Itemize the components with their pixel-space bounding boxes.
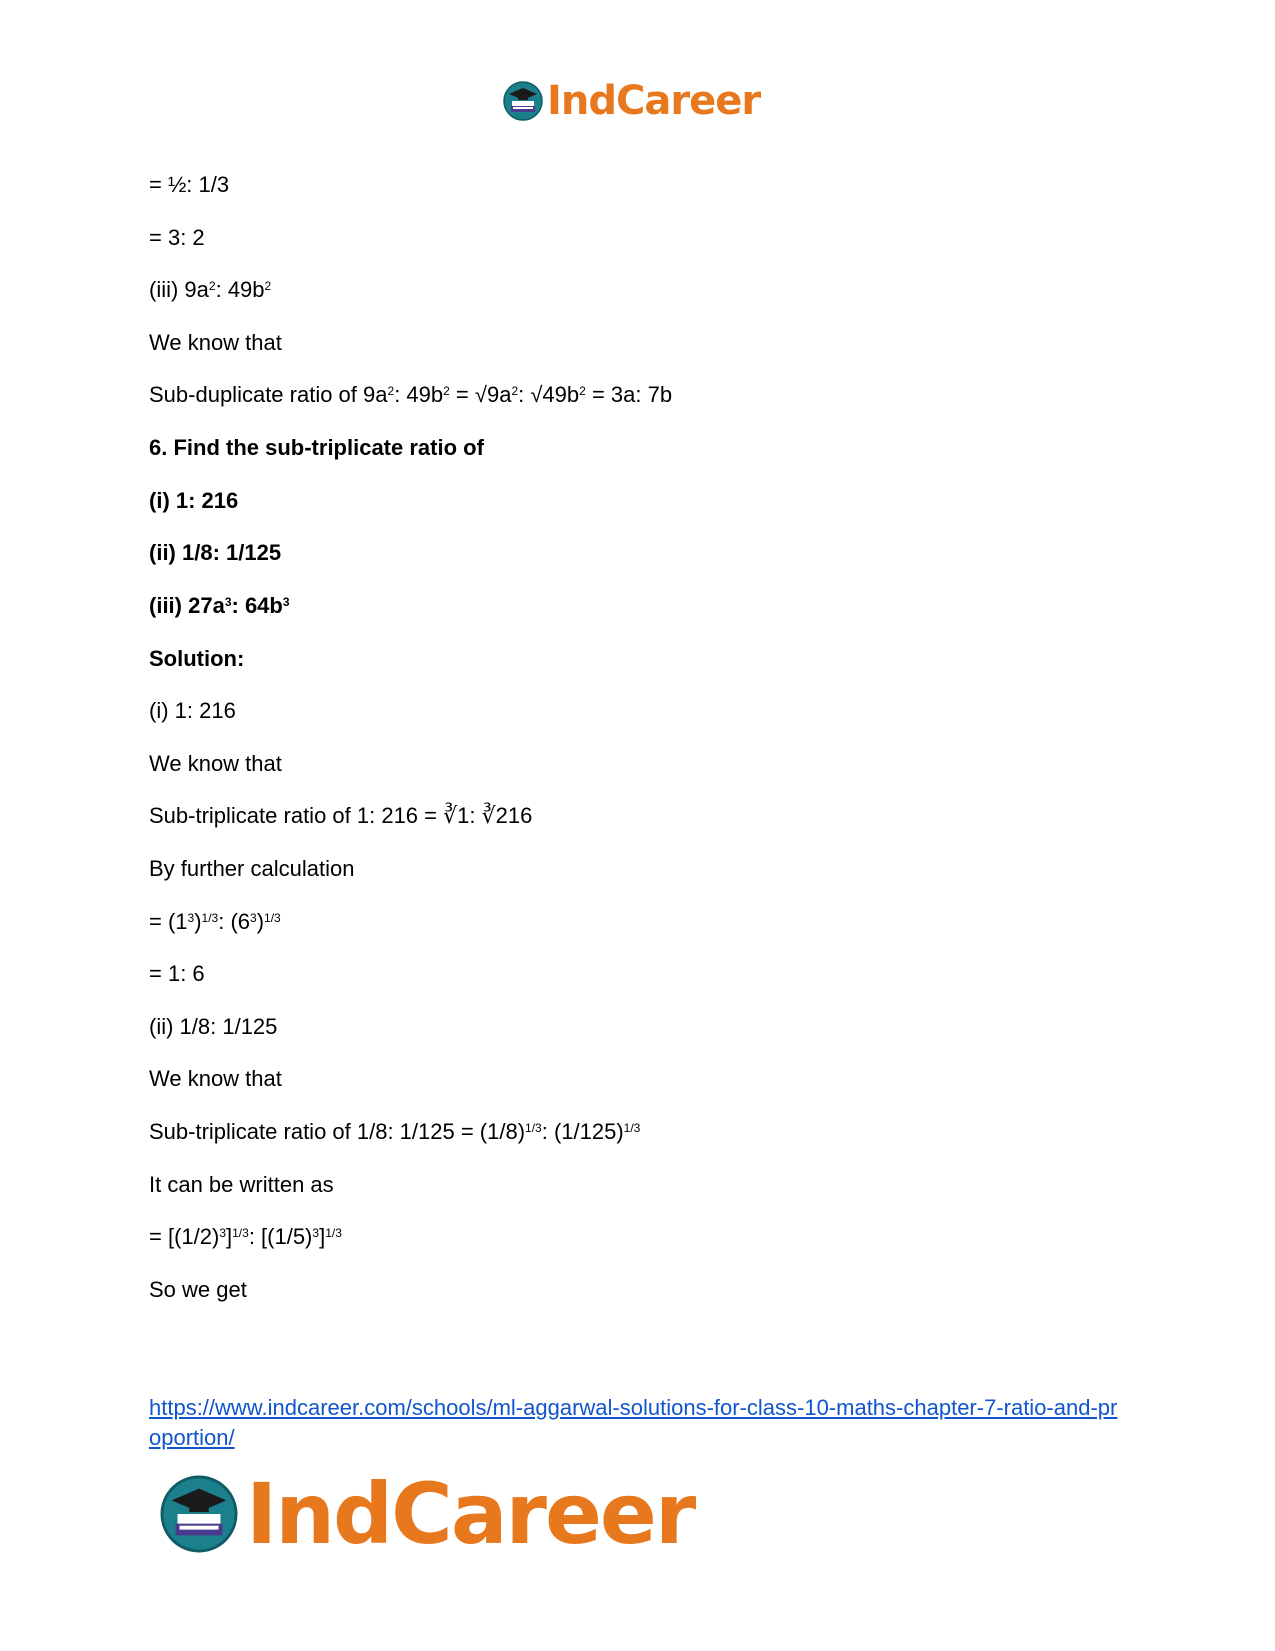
text-line: Sub-duplicate ratio of $9a^2$: $49b^2 = √9a^2$: $√49b^2 = 3a$: 7b [149, 382, 673, 407]
source-url-link[interactable]: https://www.indcareer.com/schools/ml-aggarwal-solutions-for-class-10-maths-chapter-7-ratio-and-proportion/ [149, 1395, 1118, 1450]
text-line: By further calculation [149, 856, 355, 881]
text-line: = $(1^3)^{1/3}$: $(6^3)^{1/3}$ [149, 909, 281, 934]
text-line: = ½: 1/3 [149, 172, 230, 197]
footer-logo [160, 1465, 694, 1563]
question-part: (iii) $27a^3$: $64b^3$ [149, 593, 290, 618]
solution-heading: Solution: [149, 646, 245, 671]
text-line: We know that [149, 751, 282, 776]
text-line: (ii) 1/8: 1/125 [149, 1014, 278, 1039]
text-line: = 3: 2 [149, 225, 205, 250]
text-line: Sub-triplicate ratio of 1/8: $1/125 = (1/8)^{1/3}$: $(1/125)^{1/3}$ [149, 1119, 641, 1144]
question-part: (i) 1: 216 [149, 488, 239, 513]
header-logo [503, 78, 760, 124]
brand-name: IndCareer [547, 78, 761, 124]
text-line: (iii) $9a^2$: $49b^2$ [149, 277, 272, 302]
text-line: So we get [149, 1277, 247, 1302]
text-line: = $[(1/2)^3]^{1/3}$: $[(1/5)^3]^{1/3}$ [149, 1224, 342, 1249]
brand-name: IndCareer [246, 1465, 695, 1563]
text-line: We know that [149, 330, 282, 355]
text-line: It can be written as [149, 1172, 334, 1197]
graduation-book-icon [503, 81, 543, 121]
text-line: = 1: 6 [149, 961, 205, 986]
graduation-book-icon [160, 1475, 238, 1553]
text-line: Sub-triplicate ratio of 1: 216 = ∛1: ∛216 [149, 803, 533, 828]
text-line: We know that [149, 1066, 282, 1091]
question-heading: 6. Find the sub-triplicate ratio of [149, 435, 484, 460]
text-line: (i) 1: 216 [149, 698, 236, 723]
question-part: (ii) 1/8: 1/125 [149, 540, 282, 565]
